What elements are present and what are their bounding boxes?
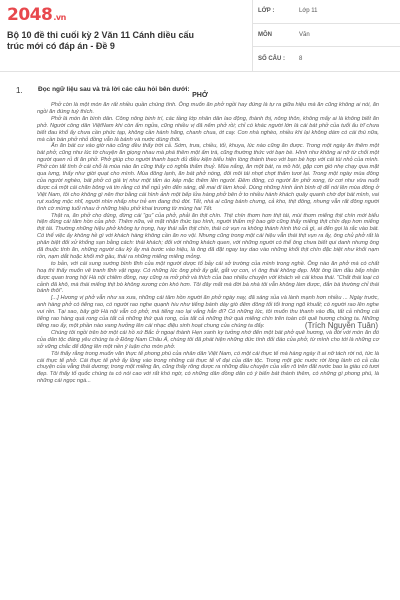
passage-paragraph: Tôi thấy rằng trong muốn văn thực tế phong phú của nhân dân Việt Nam, có một cái thực tế mà hàng ngày ít ai nỡ tách rời nó, tức là cái thực tế phở. Cái thực tế phở ấy lồng vào trong những cái thực tế vĩ đại của dân tộc. Trong một góc nước rời lòng lành có cả câu chuyện của vẫng thái dương; trong một miếng ăn, cũng thấy rõng được ra những đầu chuyện của vẫn rõ trên đất nước bao la giàu có tươi đẹp. Tôi thấy tổ quốc chúng ta có nói cao với rất khó ngờ, có những dân đồng dân có ý biến bát thành thêm, có những gì phong phú, là những cái ngọc ngà...	[37, 350, 379, 385]
question-prompt: Đọc ngữ liệu sau và trả lời các câu hỏi bên dưới:	[38, 86, 190, 93]
passage-title: PHỞ	[192, 92, 208, 99]
question-number: 1.	[16, 86, 23, 95]
passage-paragraph: Chúng tôi ngồi trên bờ một cái hồ xứ Bắc ở ngoại thành Hẹn xanh ky tưởng nhớ đến một bát phở quê hương, và đời với món ăn đó của dân tộc đáng yêu chúng ta ở Đông Nam Châu Á, chúng tôi đã phát hiện những đức tính đối đáo của phở, từ mình cho tới là những cơ sở vững chắc để động lên một nền ý luận cho món phở.	[37, 329, 379, 350]
passage-paragraph: [...] Hương vị phở vẫn như xa xưa, những cái tâm hồn người ăn phở ngày nay, đã sáng sủa và lành mạnh hơn nhiều ... Ngày trước, anh hàng phở có tiếng rao, có người rao nghe quạnh hiu như tiếng bánh dày giò đêm đông tối tối trong ngõ khuất; có người rao lên nghe vui rền. Tại sao, bây giờ Hà nội vẫn có phở, mà tiếng rao lại vắng hẳn đi? Có những lúc, tôi muốn thu thanh vào đĩa, tất cả những cái tiếng rao hàng quà rong của tất cả những thứ quà rong, của tất cả những thứ quà miếng chín trên toàn cõi quê hương chúng ta. Những tiếng rao ấy, một phần nào vang hưởng lên cái nhạc điệu sinh hoạt chung của chúng ta đấy.	[37, 295, 379, 329]
subject-label: MÔN	[258, 31, 272, 38]
passage-paragraph: to bản, với cái sung sướng bình tĩnh của một người dược tổ bảy cái sở trường của mình trong nghề. Ông nào ăn phở mà có chất hoạ thì thấy muốn vẽ tranh tĩnh vật ngay. Có những lúc ông phở ấy gắt, gắt vợ con, vì ông thái không đẹp. Một ông làm đầu bếp nhận được quan trong hội Hà nội chiêm đồng, nay cũng ra mở phở và thích của bao nhiêu chuyện với khách về cái khoa thái. “Chất thái loại có cảnh đã khô, mà thái miếng thịt bò không xương còn khó hơn. Tôi đây mất mà đời bà nhà tôi vẫn không làm được, đắn bà thường chỉ thái bánh thôi”.	[37, 260, 379, 295]
meta-row-class	[253, 0, 400, 24]
passage-body	[37, 102, 379, 385]
passage-paragraph: Phở còn là một món ăn rất nhiều quần chúng tính. Ông muốn ăn phở ngồi hay đứng là tự ra giữa hiệu mà ăn cũng không ai nói, ăn ngồi ăn đứng tuỳ thích.	[37, 102, 379, 115]
meta-row-subject	[253, 24, 400, 48]
logo-text: 2048	[7, 5, 53, 25]
passage-author: (Trích Nguyễn Tuân)	[304, 321, 378, 330]
document-title: Bộ 10 đề thi cuối kỳ 2 Văn 11 Cánh diều cấu trúc mới có đáp án - Đề 9	[7, 30, 195, 51]
logo-suffix: .vn	[53, 13, 66, 22]
passage-paragraph: Phở là món ăn bình dân. Công nông binh trí, các tầng lớp nhân dân lao động, thành thị, nông thôn, không mấy ai là không biết ăn phở. Người công dân ViệtNam khi còn ẩm ngửa, cũng nhiều vị đã nếm phở rồi; chỉ có khác người lớn là cái bát phở của tuổi ấu trĩ chưa biết đau khổ ấy chưa cần phức tạp, không cần hành hăng, chanh chua, ớt cay. Con nhà nghèo, nhiều khi lại không dám có cái thú nữa, mà cần bán phở nhỏ đồng vẫn là bánh và nước dùng thôi.	[37, 115, 379, 143]
class-value: Lớp 11	[299, 8, 318, 15]
meta-row-count	[253, 47, 400, 71]
count-value: 8	[299, 55, 303, 62]
passage-paragraph: Thật ra, ăn phở cho đúng, đừng cái “gu” của phở, phải ăn thịt chín. Thịt chín thơm hơn thịt tái, mùi thơm miếng thịt chín mới biểu hiện đúng cái tâm hồn của phở. Thêm nữa, về mặt nhận thức tạo hình, người thẩm mỹ bao giờ cũng thấy miếng thịt chín đẹp hơn miếng thịt tái. Thường những hiệu phở không tự trọng, hay thái sẵn thịt chín, thái cứ vụn ra không thành hình thù cả gì, ai đến gọi là rắc vào bát. Có thể việc ấy không hề gì với khách hàng không cần ăn no vội. Nhưng cũng trong một cái hiệu vẫn thái thịt vụn ra ấy, ông chủ phở rất là phân biệt đối xử khổng sạn bằng cách: thái khách; đối với những khách quen, với những người có thể ông chưa biết qui danh nhưng ông đã thuộc tính ăn, những người câu kỳ ấy mà bước vào hiệu, là ông đã đặt ngay tay dao vào những khối thịt chín đặc biệt như khối nạm rồn, nạm dắt hoặc khối mỡ gầu, thái ra những miếng miếng mỏng.	[37, 212, 379, 260]
subject-value: Văn	[299, 31, 310, 38]
page-header	[0, 0, 400, 72]
question-content	[0, 72, 400, 600]
exam-meta-table	[252, 0, 400, 71]
class-label: LỚP :	[258, 8, 275, 15]
passage-paragraph: Ăn ăn bát cư vào giờ nào cũng đều thấy trời cả. Sớm, trưa, chiều, tối, khuya, lúc nào cũng ăn được. Trong một ngày ăn thêm một bát phở, cũng như lúc tờ chuyện ăn giọng nhau mà phá thêm một ấm trà, cũng thường thức với bạn bè. Hình như không ai nỡ từ chối một người quen rủ đi ăn phở. Phở giúp cho người thanh bạch đủ điều kiện biểu hiện lòng thành theo với bạn bè hợp với cái túi nhỏ của mình. Phở còn tất tình ở cái chỗ là mùa nào ăn cũng thấy có nghĩa thấm thuỷ. Mùa nắng, ăn một bát, ra mồ hôi, gặp cơn gió nhẹ chạy qua mặt qua lưng, thấy như giời quạt cho mình. Mùa đông lạnh, ăn bát phở nóng, đôi môi tái nhợt chợt thấm tươi lại. Trong một ngày mùa đông của người nghèo, bát phở có giá trị như một tấm áo kép mặc thêm lên người. Đêm đông, có người ăn phở xong, từ cơi như vừa nuốt được cả một cái chăn bông và tin rằng có thể ngủ yên đến sáng, dễ mai đi làm khoẻ. Dùng những hình ảnh bình dị để nói lên mùa đông ở Việt Nam, tôi cho không gì nên thơ bằng cái hình ảnh một bếp lửa hàng phở bên ở to nhiều hành khách quây quanh chờ đợi bát mình, vai rụt xuống mộc nhĩ, người nhìn nhấp như trẻ em đang thú đời. Tết, nhà ai cũng bánh chưng, cả kho, thịt đông, nhưng vẫn rất đông người tình cờ mừng tuổi nhau ở những hiệu phở khai trương từ mùng hai Tết.	[37, 143, 379, 212]
count-label: SỐ CÂU :	[258, 55, 285, 62]
site-logo[interactable]	[7, 5, 66, 28]
